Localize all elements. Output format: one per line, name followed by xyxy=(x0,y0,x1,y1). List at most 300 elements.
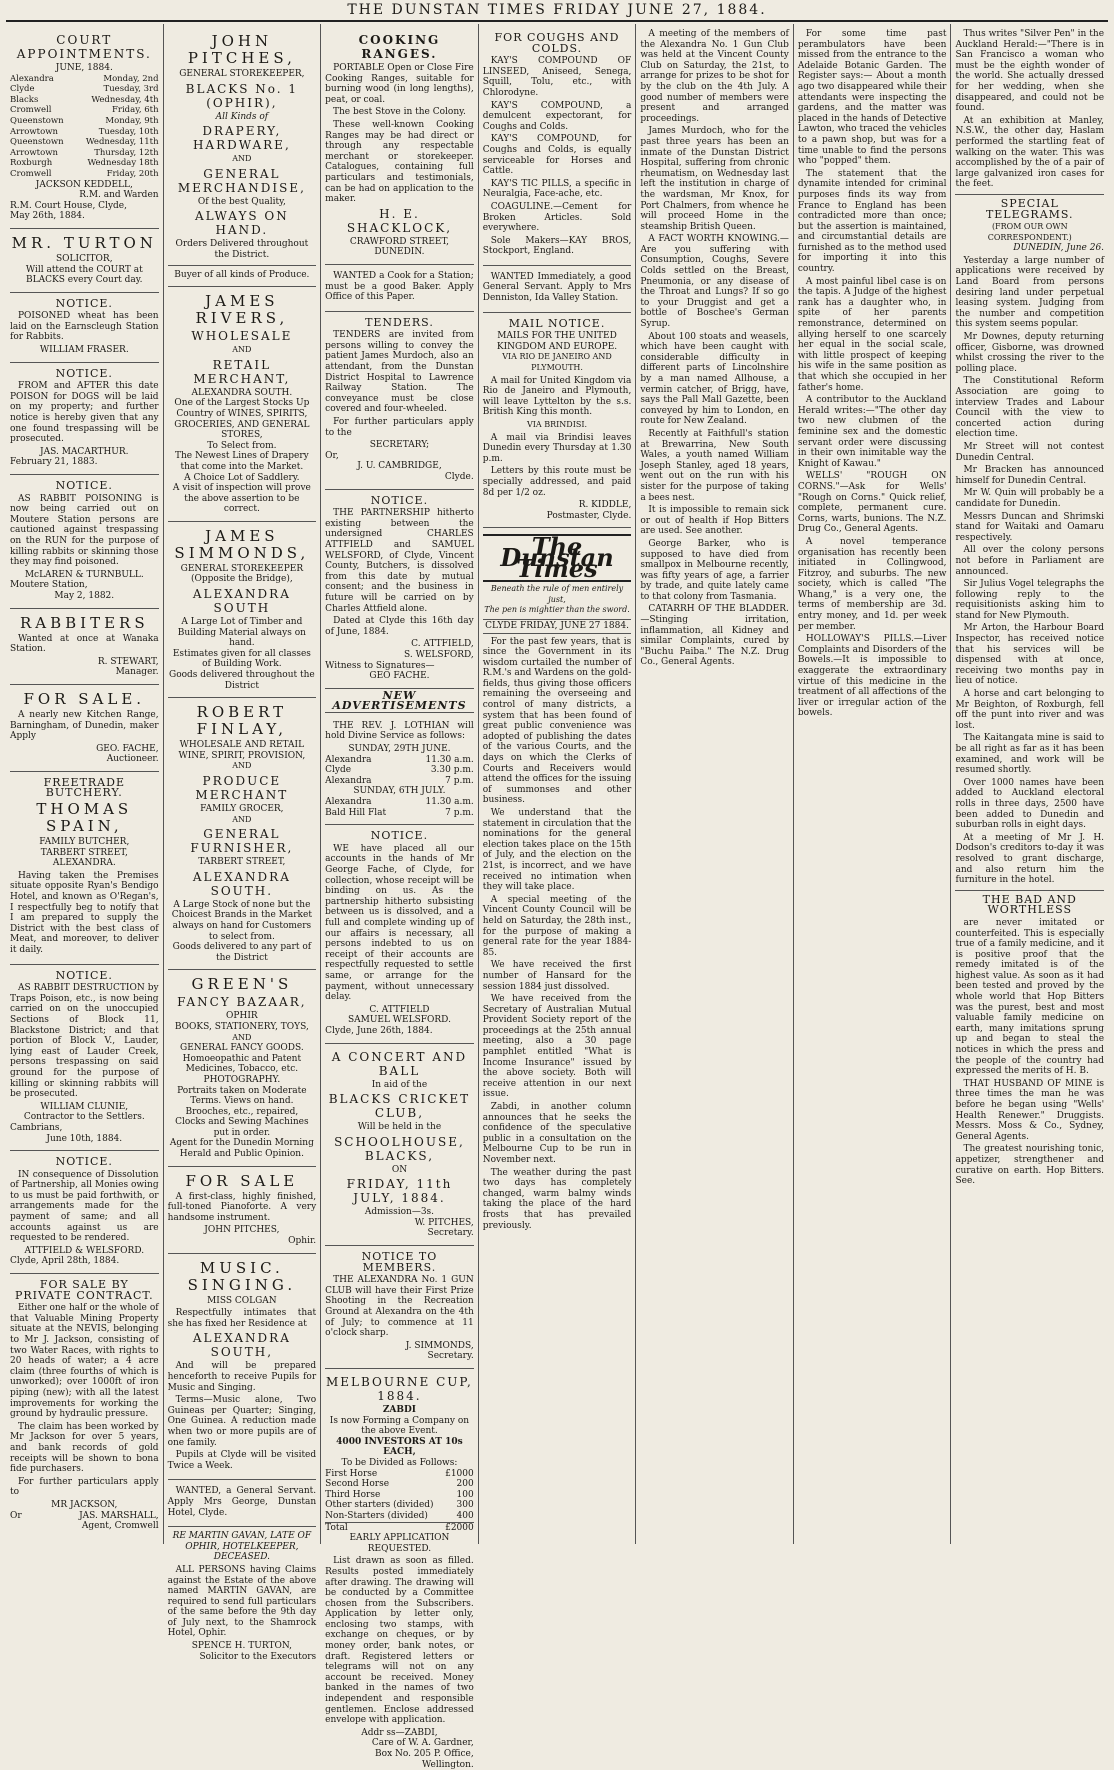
simmonds-text: Goods delivered throughout the District xyxy=(169,670,315,691)
notice-dissolution xyxy=(10,1151,159,1274)
members-notice xyxy=(325,1246,474,1369)
finlay-and: AND xyxy=(232,761,252,771)
news-paragraph: A contributor to the Auckland Herald writes:—"The other day two new clubmen of the feminine sex and the domestic servant order were discussing in their own inimitable way the Knight of Kawau." xyxy=(797,395,947,469)
gavan-role: Solicitor to the Executors xyxy=(199,1651,317,1662)
notice-signature: JAS. MACARTHUR. xyxy=(40,446,129,457)
ranges-text: The best Stove in the Colony. xyxy=(332,107,466,118)
notice-role: Contractor to the Settlers. xyxy=(23,1112,145,1123)
notice-signature: WILLIAM FRASER. xyxy=(39,345,129,356)
telegrams-date: DUNEDIN, June 26. xyxy=(1013,243,1105,254)
motto: The pen is mightier than the sword. xyxy=(484,605,630,615)
kay-item: KAY'S COMPOUND, for Coughs and Colds, is equally serviceable for Horses and Cattle. xyxy=(482,134,632,177)
telegram-item: Messrs Duncan and Shrimski stand for Waitaki and Oamaru respectively. xyxy=(955,511,1105,543)
rivers-text: A visit of inspection will prove the above assertion to be correct. xyxy=(172,483,311,515)
rivers-text: A Choice Lot of Saddlery. xyxy=(184,472,300,483)
telegrams-sub: (FROM OUR OWN CORRESPONDENT.) xyxy=(987,222,1072,242)
notice-date: June 10th, 1884. xyxy=(46,1133,123,1144)
news-paragraph: For some time past perambulators have been missed from the entrance to the Adelaide Botanic Garden. The Register says:— About a month ago two disappeared while their attendants were inspecting the gardens, and the matter was placed in the hands of Detective Lawton, who traced the vehicles to a pawn shop, but was for a time unable to find the persons who "popped" them. xyxy=(797,29,947,167)
kay-item: KAY'S TIC PILLS, a specific in Neuralgia, Face-ache, etc. xyxy=(482,178,632,200)
finlay-ad xyxy=(168,698,317,970)
notice-signature: C. ATTFIELD, xyxy=(411,639,474,650)
pitches-name: JOHN PITCHES, xyxy=(187,32,296,67)
lothian-ad xyxy=(325,715,474,825)
cup-address: Wellington. xyxy=(422,1759,474,1770)
simmonds-text: A Large Lot of Timber and Building Material always on hand. xyxy=(177,617,306,649)
greens-text: Portraits taken on Moderate Terms. Views on hand. xyxy=(177,1085,307,1107)
cup-zabdi: ZABDI xyxy=(382,1405,417,1415)
finlay-street: TARBERT STREET, xyxy=(198,857,286,868)
notice-text: AS RABBIT DESTRUCTION by Traps Poison, etc., is now being carried on on the unoccupied Sections of Block 11, Blackstone District; and that portion of Block V., Lauder, lying east of Lauder Creek, persons trespassing on said ground for the purpose of killing or skinning rabbits will be prosecuted. xyxy=(10,983,159,1100)
private-signature: MR JACKSON, xyxy=(51,1499,118,1510)
bad-worthless-title: THE BAD AND WORTHLESS xyxy=(982,892,1077,917)
lothian-date: SUNDAY, 29TH JUNE. xyxy=(348,744,451,755)
kay-ads xyxy=(483,27,632,266)
list-item: Clyde 3.30 p.m. xyxy=(325,765,474,776)
news-paragraph: HOLLOWAY'S PILLS.—Liver Complaints and Disorders of the Bowels.—It is impossible to exaggerate the extraordinary virtue of this medicine in the treatment of all affections of the liver or irregular action of the bowels. xyxy=(797,634,947,719)
notice-witness: Witness to Signatures— xyxy=(325,660,435,671)
greens-role: FANCY BAZAAR, xyxy=(177,995,307,1010)
news-paragraph: At an exhibition at Manley, N.S.W., the other day, Haslam performed the startling feat of walking on the water. This was accomplished by the of a pair of large galvanized iron cases for the feet. xyxy=(955,115,1105,190)
rabbiters-ad xyxy=(10,609,159,685)
divider xyxy=(955,890,1104,891)
table-row: Second Horse 200 xyxy=(325,1479,474,1490)
news-paragraph: A meeting of the members of the Alexandra No. 1 Gun Club was held at the Vincent County Club on Saturday, the 21st, to arrange for prizes to be shot for by the club on the 4th July. A good number of members were present and arranged proceedings. xyxy=(640,29,789,124)
wanted-servant-ad xyxy=(168,1480,317,1527)
telegram-item: Yesterday a large number of applications were received by Land Board from persons desiring land under perpetual leasing system. Judging from the number and competition this system seems popular. xyxy=(955,255,1105,330)
finlay-address: ALEXANDRA SOUTH. xyxy=(192,869,291,898)
telegram-item: At a meeting of Mr J. H. Dodson's creditors to-day it was resolved to grant discharge, and also return him the furniture in the hotel. xyxy=(955,832,1105,886)
divider xyxy=(168,265,317,266)
butchery-address: TARBERT STREET, ALEXANDRA. xyxy=(40,847,128,869)
wanted-text: WANTED Immediately, a good General Servant. Apply to Mrs Denniston, Ida Valley Station. xyxy=(482,271,632,304)
greatest-ad: The greatest nourishing tonic, appetizer, strengthener and curative on earth. Hop Bitters. See. xyxy=(955,1144,1105,1187)
wanted-cook-ad xyxy=(325,265,474,312)
music-name: MISS COLGAN xyxy=(207,1295,277,1306)
greens-photo: PHOTOGRAPHY. xyxy=(203,1074,281,1085)
table-row: Queenstown Wednesday, 11th xyxy=(10,137,159,148)
column-4 xyxy=(479,24,637,1544)
rivers-address: ALEXANDRA SOUTH. xyxy=(191,387,293,398)
simmonds-opposite: (Opposite the Bridge), xyxy=(190,574,293,585)
mail-title: MAIL NOTICE. xyxy=(508,316,606,330)
butchery-title: FREETRADE BUTCHERY. xyxy=(43,775,125,800)
music-ad xyxy=(168,1254,317,1481)
list-item: Alexandra 7 p.m. xyxy=(325,775,474,786)
news-paragraph: George Barker, who is supposed to have died from smallpox in Melbourne recently, was fifty years of age, a farrier by trade, and quite lately came to that colony from Tasmania. xyxy=(640,538,789,602)
editorial-paragraph: The weather during the past two days has completely changed, warm balmy winds taking the place of the hard frosts that has prevailed previously. xyxy=(482,1167,632,1231)
notice-date: Clyde, April 28th, 1884. xyxy=(10,1256,120,1267)
notice-date: February 21, 1883. xyxy=(10,457,98,468)
for-sale-signature: GEO. FACHE, xyxy=(96,743,159,754)
editorial-paragraph: For the past few years, that is since the Government in its wisdom curtailed the number of R.M.'s and Wardens on the gold-fields, thus giving those officers remaining the overseeing and control of many districts, a system that has been found of great public convenience was adopted of publishing the dates of the various Courts, and the days on which the Clerks of Courts and Receivers would attend the offices for the issuing of summonses and other business. xyxy=(482,636,632,806)
coughs-title: FOR COUGHS AND COLDS. xyxy=(494,31,620,55)
finlay-role: WHOLESALE AND RETAIL WINE, SPIRIT, PROVISION, xyxy=(178,740,306,761)
finlay-name: ROBERT FINLAY, xyxy=(196,703,288,739)
column-6 xyxy=(794,24,952,1544)
rabbiters-title: RABBITERS xyxy=(19,613,149,632)
news-paragraph: A FACT WORTH KNOWING.—Are you suffering with Consumption, Coughs, Severe Colds settled on the Breast, Pneumonia, or any disease of the Throat and Lungs? If so go to your Druggist and get a bottle of Boschee's German Syrup. xyxy=(640,234,789,330)
notice-text: IN consequence of Dissolution of Partnership, all Monies owing to us must be paid forthwith, or arrangements made for the payment of same; and all accounts against us are requested to be rendered. xyxy=(10,1169,159,1244)
news-paragraph: The statement that the dynamite intended for criminal purposes finds its way from France to England has been contradicted more than once; but the assertion is maintained, and circumstantial details are furnished as to the method used for importing it into this country. xyxy=(797,168,947,275)
butchery-text: Having taken the Premises situate opposite Ryan's Bendigo Hotel, and known as O'Regan's, I respectfully beg to notify that I am prepared to supply the District with the best class of Meat, and moreover, to deliver it daily. xyxy=(10,870,159,955)
motto: Beneath the rule of men entirely just, xyxy=(490,584,624,604)
rivers-ad xyxy=(168,287,317,522)
rabbiters-signature: R. STEWART, xyxy=(97,656,159,667)
table-row: Blacks Wednesday, 4th xyxy=(10,94,159,105)
dateline: CLYDE FRIDAY, JUNE 27 1884. xyxy=(483,619,632,634)
column-2 xyxy=(164,24,322,1662)
editorial-paragraph: A special meeting of the Vincent County Council will be held on Saturday, the 28th inst., for the purpose of making a general rate for the year 1884-85. xyxy=(482,894,632,958)
news-paragraph: A most painful libel case is on the tapis. A Judge of the highest rank has a daughter who, in spite of her parents remonstrance, determined on allying herself to one scarcely her equal in the social scale, with little prospect of keeping his wife in the same position as that which she occupied in her father's home. xyxy=(797,276,947,393)
turton-text: Will attend the COURT at BLACKS every Court day. xyxy=(25,264,143,286)
news-paragraph: Recently at Faithfull's station at Brewarrina, New South Wales, a youth named William Joseph Stanley, aged 18 years, went out on the run with his sister for the purpose of taking a bees nest. xyxy=(640,428,789,503)
notice-title: NOTICE. xyxy=(55,479,113,492)
table-row: Third Horse 100 xyxy=(325,1489,474,1500)
sale-title: FOR SALE xyxy=(185,1171,299,1190)
music-text: Terms—Music alone, Two Guineas per Quarter; Singing, One Guinea. A reduction made when two or more pupils are of one family. xyxy=(167,1395,317,1448)
notice-text: AS RABBIT POISONING is now being carried out on Moutere Station persons are cautioned against trespassing on the RUN for the purpose of killing rabbits or skinning those they may find poisoned. xyxy=(10,493,159,568)
notice-date: Clyde, June 26th, 1884. xyxy=(325,1025,433,1036)
cup-address: Box No. 205 P. Office, xyxy=(375,1749,474,1759)
list-item: Alexandra 11.30 a.m. xyxy=(325,797,474,808)
simmonds-role: GENERAL STOREKEEPER xyxy=(180,563,304,574)
for-sale-text: A nearly new Kitchen Range, Barningham, of Dunedin, maker Apply xyxy=(10,709,159,742)
cup-text: To be Divided as Follows: xyxy=(341,1457,458,1468)
telegram-item: Mr Downes, deputy returning officer, Gisborne, was drowned whilst crossing the river to the polling place. xyxy=(955,332,1105,374)
butchery-name: THOMAS SPAIN, xyxy=(36,800,133,836)
tenders-or: Or, xyxy=(325,450,339,461)
news-paragraph: A novel temperance organisation has recently been initiated in Collingwood, Fitzroy, and suburbs. The new society, which is called "The Whang," is a very one, the terms of membership are 3d. entry money, and 1d. per week per member. xyxy=(797,536,947,632)
notice-poisoned-wheat xyxy=(10,293,159,363)
music-address: ALEXANDRA SOUTH, xyxy=(192,1331,291,1360)
lothian-date: SUNDAY, 6TH JULY. xyxy=(353,786,446,797)
ranges-text: PORTABLE Open or Close Fire Cooking Ranges, suitable for burning wood (in long lengths), peat, or coal. xyxy=(325,63,474,105)
new-advertisements-heading: NEW ADVERTISEMENTS xyxy=(325,691,474,713)
table-row: Roxburgh Wednesday 18th xyxy=(10,158,159,169)
cook-text: WANTED a Cook for a Station; must be a good Baker. Apply Office of this Paper. xyxy=(325,270,474,303)
music-text: Pupils at Clyde will be visited Twice a Week. xyxy=(167,1450,317,1471)
butchery-role: FAMILY BUTCHER, xyxy=(39,837,130,848)
partnership-notice xyxy=(325,490,474,689)
cup-address: Addr ss—ZABDI, xyxy=(361,1727,438,1738)
pitches-role: GENERAL STOREKEEPER, xyxy=(179,69,305,79)
pitches-kinds: All Kinds of xyxy=(215,111,269,122)
finlay-role: FAMILY GROCER, xyxy=(200,804,284,814)
list-item: Alexandra 11.30 a.m. xyxy=(325,754,474,765)
tenders-secretary: SECRETARY; xyxy=(369,440,430,451)
court-date: JUNE, 1884. xyxy=(55,63,113,73)
rabbiters-role: Manager. xyxy=(115,667,159,678)
column-5 xyxy=(636,24,794,1544)
greens-line: GENERAL FANCY GOODS. xyxy=(180,1043,304,1054)
notice-date: Dated at Clyde this 16th day of June, 1884. xyxy=(325,616,474,637)
members-role: Secretary. xyxy=(427,1351,474,1362)
notice-text: THE PARTNERSHIP hitherto existing between the undersigned CHARLES ATTFIELD and SAMUEL WELSFORD, of Clyde, Vincent County, Butchers, is dissolved from this date by mutual consent; and the business in future will be carried on by Charles Attfield alone. xyxy=(325,508,474,614)
rivers-text: The Newest Lines of Drapery that come into the Market. xyxy=(174,451,309,472)
sale-text: A first-class, highly finished, full-toned Pianoforte. A very handsome instrument. xyxy=(167,1191,317,1223)
news-paragraph: Thus writes "Silver Pen" in the Auckland Herald:—"There is in San Francisco a woman who must be the eighth wonder of the world. She actually dressed for her wedding, when she disappeared, and could not be found. xyxy=(955,29,1105,114)
for-sale-range-ad xyxy=(10,685,159,772)
husband-ad: THAT HUSBAND OF MINE is three times the man he was before he began using "Wells' Health Renewer." Druggists. Messrs. Moss & Co., Sydney, General Agents. xyxy=(955,1078,1105,1142)
concert-title: A CONCERT AND BALL xyxy=(331,1049,468,1078)
telegrams-title: SPECIAL TELEGRAMS. xyxy=(985,196,1074,221)
telegram-item: Mr Bracken has announced himself for Dunedin Central. xyxy=(955,465,1105,486)
greens-text: Brooches, etc., repaired, xyxy=(185,1106,299,1117)
notice-place: Moutere Station, xyxy=(10,580,88,591)
sale-place: Ophir. xyxy=(288,1236,317,1247)
concert-place: SCHOOLHOUSE, BLACKS, xyxy=(334,1134,465,1163)
concert-signature: W. PITCHES, xyxy=(414,1217,474,1228)
ranges-address: CRAWFORD STREET, xyxy=(349,236,450,247)
ranges-text: These well-known Cooking Ranges may be had direct or through any respectable merchant or storekeeper. Catalogues, containing full particulars and testimonials, can be had on application to the maker. xyxy=(325,119,474,205)
news-paragraph: About 100 stoats and weasels, which have been caught with considerable difficulty in different parts of Lincolnshire by a man named Allhouse, a vermin catcher, of Brigg, have, says the Pall Mall Gazette, been conveyed by him to London, en route for New Zealand. xyxy=(640,331,789,427)
table-row: Arrowtown Tuesday, 10th xyxy=(10,126,159,137)
music-text: And will be prepared henceforth to receive Pupils for Music and Singing. xyxy=(167,1361,317,1393)
telegram-item: Mr W. Quin will probably be a candidate for Dunedin. xyxy=(955,488,1105,509)
pitches-and: AND xyxy=(232,154,252,164)
notice-place: Cambrians, xyxy=(10,1122,63,1133)
notice-text: FROM and AFTER this date POISON for DOGS will be laid on my property; and further notice is hereby given that any one found trespassing will be prosecuted. xyxy=(10,381,159,445)
cup-early: EARLY APPLICATION REQUESTED. xyxy=(349,1533,450,1554)
table-row: Cromwell Friday, 20th xyxy=(10,168,159,179)
catarrh-ad: CATARRH OF THE BLADDER.—Stinging irritation, inflammation, all Kidney and similar Complaints, cured by "Buchu Paiba." The N.Z. Drug Co., General Agents. xyxy=(640,604,789,668)
greens-name: GREEN'S xyxy=(191,975,293,994)
greens-place: OPHIR xyxy=(226,1011,258,1022)
notice-signature: SAMUEL WELSFORD. xyxy=(347,1015,451,1026)
notice-title: NOTICE. xyxy=(370,829,429,843)
kay-makers: Sole Makers—KAY BROS, Stockport, England. xyxy=(482,235,632,257)
table-row: Non-Starters (divided) 400 xyxy=(325,1510,474,1521)
greens-text: Clocks and Sewing Machines put in order. xyxy=(175,1117,309,1138)
pitches-hand: ALWAYS ON HAND. xyxy=(194,209,289,238)
court-table xyxy=(10,74,159,180)
tenders-text: TENDERS are invited from persons willing to convey the patient James Murdoch, also an attendant, from the Dunstan District Hospital to Lawrence Railway Station. The conveyance must be close covered and four-wheeled. xyxy=(325,330,474,415)
greens-and: AND xyxy=(232,1032,252,1042)
concert-date: FRIDAY, 11th JULY, 1884. xyxy=(346,1177,453,1206)
gavan-text: ALL PERSONS having Claims against the Estate of the above named MARTIN GAVAN, are required to send full particulars of the same before the 9th day of July next, to the Shamrock Hotel, Ophir. xyxy=(167,1564,317,1639)
cup-address: Care of W. A. Gardner, xyxy=(371,1738,474,1749)
kay-item: KAY'S COMPOUND OF LINSEED, Aniseed, Senega, Squill, Tolu, etc., with Chlorodyne. xyxy=(482,56,632,98)
private-contract-ad xyxy=(10,1274,159,1532)
tenders-signature: J. U. CAMBRIDGE, xyxy=(357,461,442,472)
rivers-role: RETAIL MERCHANT, xyxy=(193,357,291,386)
pitches-ad xyxy=(168,27,317,287)
pitches-line: DRAPERY, HARDWARE, xyxy=(192,124,291,153)
simmonds-address: ALEXANDRA SOUTH xyxy=(192,587,291,616)
column-3 xyxy=(321,24,479,1770)
concert-club: BLACKS CRICKET CLUB, xyxy=(328,1092,471,1121)
mail-via: VIA BRINDISI. xyxy=(526,420,588,429)
court-title: COURT APPOINTMENTS. xyxy=(16,33,152,61)
table-row: Alexandra Monday, 2nd xyxy=(10,73,159,84)
rivers-and: AND xyxy=(232,345,252,355)
mail-text: A mail via Brindisi leaves Dunedin every Thursday at 1.30 p.m. xyxy=(482,432,632,464)
telegram-item: Mr Arton, the Harbour Board Inspector, has received notice that his services will be dispensed with at once, receiving two months pay in lieu of notice. xyxy=(955,623,1105,687)
list-item: Bald Hill Flat 7 p.m. xyxy=(325,807,474,818)
notice-signature: ATTFIELD & WELSFORD. xyxy=(24,1245,145,1256)
finlay-and: AND xyxy=(232,814,252,824)
cup-title: MELBOURNE CUP, 1884. xyxy=(326,1375,473,1403)
butchery-ad xyxy=(10,772,159,965)
concert-held: Will be held in the xyxy=(357,1122,442,1133)
mail-sub: MAILS FOR THE UNITED KINGDOM AND EUROPE. xyxy=(496,331,618,352)
cup-text: Is now Forming a Company on the above Event. xyxy=(329,1415,470,1437)
concert-ad xyxy=(325,1044,474,1247)
members-text: THE ALEXANDRA No. 1 GUN CLUB will have their First Prize Shooting in the Recreation Ground at Alexandra on the 4th of July; to commence at 11 o'clock sharp. xyxy=(325,1275,474,1339)
rivers-text: One of the Largest Stocks Up Country of WINES, SPIRITS, GROCERIES, AND GENERAL STORES, xyxy=(174,398,310,441)
ranges-address: DUNEDIN. xyxy=(374,247,425,258)
pitches-orders: Orders Delivered throughout the District. xyxy=(175,239,309,260)
melbourne-cup-ad xyxy=(325,1369,474,1770)
private-signature-role: Agent, Cromwell xyxy=(81,1521,159,1532)
finlay-role: GENERAL FURNISHER, xyxy=(190,827,294,856)
concert-role: Secretary. xyxy=(427,1228,474,1239)
editorial xyxy=(483,637,632,1232)
greens-text: Agent for the Dunedin Morning Herald and Public Opinion. xyxy=(169,1138,314,1160)
rabbiters-text: Wanted at once at Wanaka Station. xyxy=(10,633,159,655)
ranges-title: COOKING RANGES. xyxy=(358,33,441,61)
private-or: Or xyxy=(10,1510,22,1521)
pitches-line: GENERAL MERCHANDISE, xyxy=(177,166,306,195)
tenders-title: TENDERS. xyxy=(365,315,434,329)
finlay-text: Goods delivered to any part of the District xyxy=(172,942,312,963)
telegram-item: The Kaitangata mine is said to be all right as far as it has been examined, and work will be resumed shortly. xyxy=(955,733,1105,776)
accounts-notice xyxy=(325,825,474,1043)
telegram-item: A horse and cart belonging to Mr Beighton, of Roxburgh, fell off the punt into river and was lost. xyxy=(955,689,1105,731)
newspaper-nameplate: The Dunstan Times xyxy=(483,534,632,582)
court-issued: May 26th, 1884. xyxy=(10,211,85,222)
wanted-servant-ad xyxy=(483,266,632,313)
tenders-ad xyxy=(325,312,474,490)
concert-aid: In aid of the xyxy=(371,1079,428,1090)
wanted-text: WANTED, a General Servant. Apply Mrs George, Dunstan Hotel, Clyde. xyxy=(167,1486,317,1518)
telegram-item: Sir Julius Vogel telegraphs the following reply to the requisitionists asking him to stand for New Plymouth. xyxy=(955,579,1105,621)
simmonds-name: JAMES SIMMONDS, xyxy=(174,526,310,562)
gavan-estate-ad xyxy=(168,1527,317,1662)
private-title: FOR SALE BY PRIVATE CONTRACT. xyxy=(14,1278,154,1302)
table-row: Queenstown Monday, 9th xyxy=(10,115,159,126)
private-text: Either one half or the whole of that Valuable Mining Property situate at the NEVIS, belonging to Mr J. Jackson, consisting of two Water Races, with rights to 20 heads of water; a 4 acre claim (three fourths of which is unworked); over 1000ft of iron piping (new); with all the latest improvements for working the ground by hydraulic pressure. xyxy=(10,1303,159,1420)
mail-signature: R. KIDDLE, xyxy=(578,500,632,511)
kay-item: COAGULINE.—Cement for Broken Articles. Sold everywhere. xyxy=(482,201,632,234)
pitches-place: BLACKS No. 1 (OPHIR), xyxy=(185,81,299,110)
gavan-signature: SPENCE H. TURTON, xyxy=(191,1641,293,1652)
rivers-role: WHOLESALE xyxy=(191,329,293,344)
notice-title: NOTICE. xyxy=(370,493,429,507)
table-row: Clyde Tuesday, 3rd xyxy=(10,84,159,95)
music-title: MUSIC. SINGING. xyxy=(187,1258,297,1294)
bad-worthless-text: are never imitated or counterfeited. This is especially true of a family medicine, and it is positive proof that the remedy imitated is of the highest value. As soon as it had been tested and proved by the whole world that Hop Bitters was the purest, best and most valuable family medicine on earth, many imitations sprung up and began to steal the notices in which the press and the people of the country had expressed the merits of H. B. xyxy=(955,917,1105,1077)
news-paragraph: James Murdoch, who for the past three years has been an inmate of the Dunstan District Hospital, suffering from chronic rheumatism, on Wednesday last left the institution in charge of the wardsman, Mr Knox, for Port Chalmers, from whence he will proceed Home in the steamship British Queen. xyxy=(640,126,789,232)
greens-line: BOOKS, STATIONERY, TOYS, xyxy=(174,1021,309,1032)
telegram-item: The Constitutional Reform Association are going to interview Trades and Labour Council with the view to concerted action during election time. xyxy=(955,376,1105,440)
court-signature: JACKSON KEDDELL, xyxy=(35,179,133,190)
table-row: Other starters (divided) 300 xyxy=(325,1500,474,1511)
notice-text: POISONED wheat has been laid on the Earnscleugh Station for Rabbits. xyxy=(10,311,159,343)
mail-notice xyxy=(483,313,632,529)
for-sale-role: Auctioneer. xyxy=(106,754,159,765)
greens-ad xyxy=(168,970,317,1166)
column-1 xyxy=(6,24,164,1544)
masthead: THE DUNSTAN TIMES FRIDAY JUNE 27, 1884. xyxy=(6,0,1108,22)
members-signature: J. SIMMONDS, xyxy=(405,1340,474,1351)
news-paragraph: It is impossible to remain sick or out of health if Hop Bitters are used. See another. xyxy=(640,505,789,537)
for-sale-title: FOR SALE. xyxy=(23,689,146,708)
table-row: Arrowtown Thursday, 12th xyxy=(10,147,159,158)
notice-signature: WILLIAM CLUNIE, xyxy=(40,1101,129,1112)
finlay-text: A Large Stock of none but the Choicest Brands in the Market always on hand for Customers to select from. xyxy=(171,899,312,942)
table-row: Cromwell Friday, 6th xyxy=(10,105,159,116)
lothian-text: THE REV. J. LOTHIAN will hold Divine Service as follows: xyxy=(325,720,474,742)
gavan-title: RE MARTIN GAVAN, LATE OF OPHIR, HOTELKEEPER, DECEASED. xyxy=(172,1531,312,1563)
editorial-paragraph: Zabdi, in another column announces that he seeks the confidence of the speculative public in a consultation on the Melbourne Cup to be run in November next. xyxy=(482,1102,632,1165)
rivers-name: JAMES RIVERS, xyxy=(195,292,289,328)
finlay-role: PRODUCE MERCHANT xyxy=(195,774,289,802)
notice-poison-dogs xyxy=(10,363,159,475)
notice-signature: C. ATTFIELD xyxy=(369,1004,430,1015)
notice-title: NOTICE. xyxy=(55,968,113,982)
simmonds-ad xyxy=(168,522,317,698)
court-place: R.M. Court House, Clyde, xyxy=(10,200,127,211)
sale-signature: JOHN PITCHES, xyxy=(204,1225,280,1236)
telegram-item: All over the colony persons not before in Parliament are announced. xyxy=(955,545,1105,577)
telegram-item: Mr Street will not contest Dunedin Central. xyxy=(955,441,1105,463)
members-title: NOTICE TO MEMBERS. xyxy=(361,1250,438,1274)
concert-on: ON xyxy=(391,1164,408,1175)
notice-title: NOTICE. xyxy=(55,296,113,310)
mail-via: VIA RIO DE JANEIRO AND PLYMOUTH. xyxy=(502,352,612,373)
notice-signature: S. WELSFORD, xyxy=(404,649,474,660)
turton-name: MR. TURTON xyxy=(11,233,157,252)
cup-text: 4000 INVESTORS AT 10s EACH, xyxy=(336,1436,463,1458)
concert-admission: Admission—3s. xyxy=(364,1207,435,1218)
column-7 xyxy=(951,24,1108,1544)
notice-witness-name: GEO FACHE. xyxy=(369,671,430,682)
notice-title: NOTICE. xyxy=(55,366,113,380)
private-signature-row xyxy=(10,1511,159,1522)
mail-role: Postmaster, Clyde. xyxy=(546,510,632,521)
news-paragraph: WELLS' "ROUGH ON CORNS."—Ask for Wells' "Rough on Corns." Quick relief, complete, permanent cure. Corns, warts, bunions. The N.Z. Drug Co., General Agents. xyxy=(797,471,947,535)
private-text: For further particulars apply to xyxy=(10,1476,159,1498)
table-row: First Horse £1000 xyxy=(325,1468,474,1479)
private-text: The claim has been worked by Mr Jackson for over 5 years, and bank records of gold receipts will be shown to bona fide purchasers. xyxy=(10,1421,159,1475)
editorial-paragraph: We have received from the Secretary of Australian Mutual Provident Society report of the proceedings at the 25th annual meeting, also a 30 page pamphlet entitled "What is Income Insurance" issued by the above society. Both will receive attention in our next issue. xyxy=(482,994,632,1100)
mail-text: A mail for United Kingdom via Rio de Janeiro and Plymouth, will leave Lyttelton by the s.s. British King this month. xyxy=(482,375,632,418)
court-signature-role: R.M. and Warden xyxy=(79,190,159,201)
notice-title: NOTICE. xyxy=(55,1155,113,1169)
music-text: Respectfully intimates that she has fixed her Residence at xyxy=(167,1308,317,1329)
notice-rabbit-destruction xyxy=(10,965,159,1152)
columns xyxy=(6,24,1108,1770)
court-appointments-ad xyxy=(10,27,159,229)
ranges-signature: H. E. SHACKLOCK, xyxy=(346,206,453,235)
turton-ad xyxy=(10,229,159,293)
pitches-buyer: Buyer of all kinds of Produce. xyxy=(174,269,310,280)
piano-sale-ad xyxy=(168,1167,317,1254)
notice-rabbit-poisoning xyxy=(10,475,159,609)
cooking-ranges-ad xyxy=(325,27,474,265)
rivers-text: To Select from. xyxy=(207,440,277,451)
divider xyxy=(955,194,1104,195)
kay-item: KAY'S COMPOUND, a demulcent expectorant, for Coughs and Colds. xyxy=(482,100,632,132)
telegram-item: Over 1000 names have been added to Auckland electoral rolls in three days, 2500 have been added to Dunedin and suburban rolls in eight days. xyxy=(955,777,1105,831)
pitches-quality: Of the best Quality, xyxy=(197,196,286,207)
notice-signature: McLAREN & TURNBULL. xyxy=(24,569,144,580)
notice-date: May 2, 1882. xyxy=(54,590,115,601)
editorial-paragraph: We have received the first number of Hansard for the session 1884 just dissolved. xyxy=(482,960,632,992)
notice-text: WE have placed all our accounts in the hands of Mr George Fache, of Clyde, for collection, whose receipt will be binding on us. As the partnership hitherto subsisting between us is dissolved, and a full and complete winding up of our affairs is necessary, all persons indebted to us on receipt of their accounts are respectfully requested to settle same, or arrange for the payment, without unnecessary delay. xyxy=(325,843,474,1003)
tenders-text: For further particulars apply to the xyxy=(325,417,474,438)
